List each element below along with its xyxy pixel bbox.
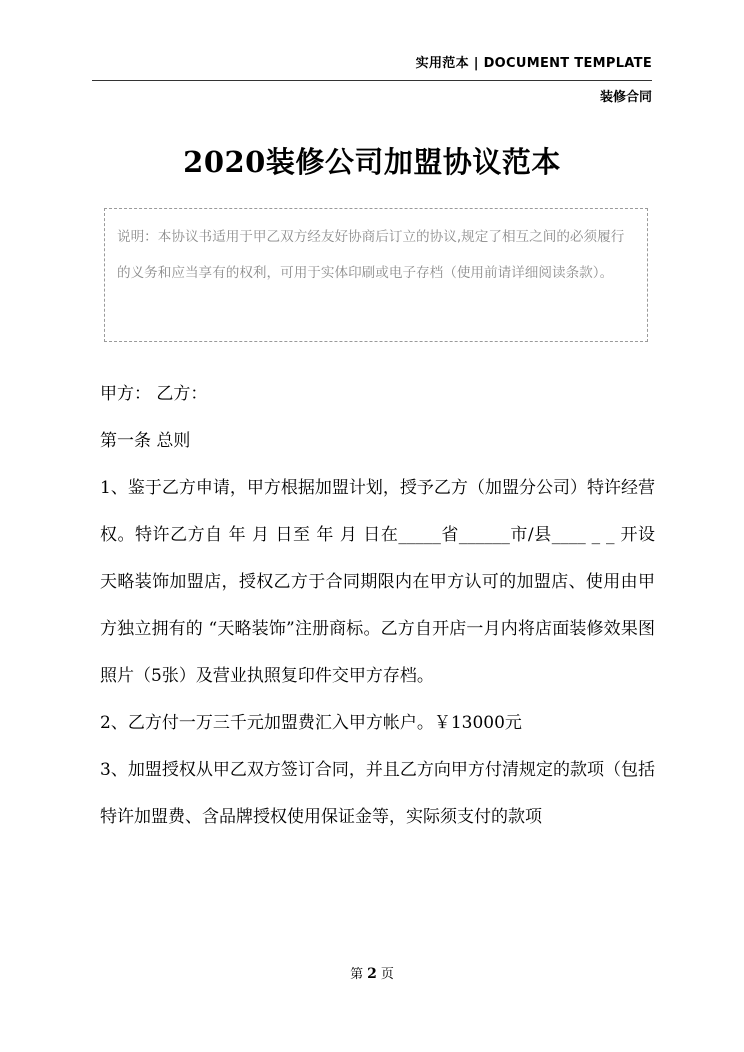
page-prefix: 第 bbox=[350, 967, 364, 982]
page-suffix: 页 bbox=[380, 967, 394, 982]
header-category: 装修合同 bbox=[599, 90, 652, 105]
instruction-note-box: 说明：本协议书适用于甲乙双方经友好协商后订立的协议,规定了相互之间的必须履行的义务和应当享有的权利，可用于实体印刷或电子存档（使用前请详细阅读条款）。 bbox=[104, 208, 648, 342]
clause-3: 3、加盟授权从甲乙双方签订合同，并且乙方向甲方付清规定的款项（包括特许加盟费、含品牌授权使用保证金等，实际须支付的款项 bbox=[100, 760, 655, 827]
header-document-tag: 实用范本 | DOCUMENT TEMPLATE bbox=[415, 56, 652, 71]
header-divider bbox=[92, 80, 652, 81]
page-footer bbox=[0, 963, 744, 982]
clause-2: 2、乙方付一万三千元加盟费汇入甲方帐户。￥13000元 bbox=[100, 713, 522, 733]
document-body bbox=[100, 371, 655, 841]
page-number: 2 bbox=[367, 966, 377, 982]
parties-line: 甲方： 乙方： bbox=[100, 384, 208, 404]
clause-1: 1、鉴于乙方申请，甲方根据加盟计划，授予乙方（加盟分公司）特许经营权。特许乙方自 年 月 日至 年 月 日在_____省______市/县____ _ _ 开设天略装饰加盟店，授权乙方于合同期限内在甲方认可的加盟店、使用由甲方独立拥有的 “天略装饰”注册商标。乙方自开店一月内将店面装修效果图照片（5张）及营业执照复印件交甲方存档。 bbox=[100, 478, 655, 686]
article-heading: 第一条 总则 bbox=[100, 431, 191, 451]
document-title: 2020装修公司加盟协议范本 bbox=[183, 145, 561, 179]
